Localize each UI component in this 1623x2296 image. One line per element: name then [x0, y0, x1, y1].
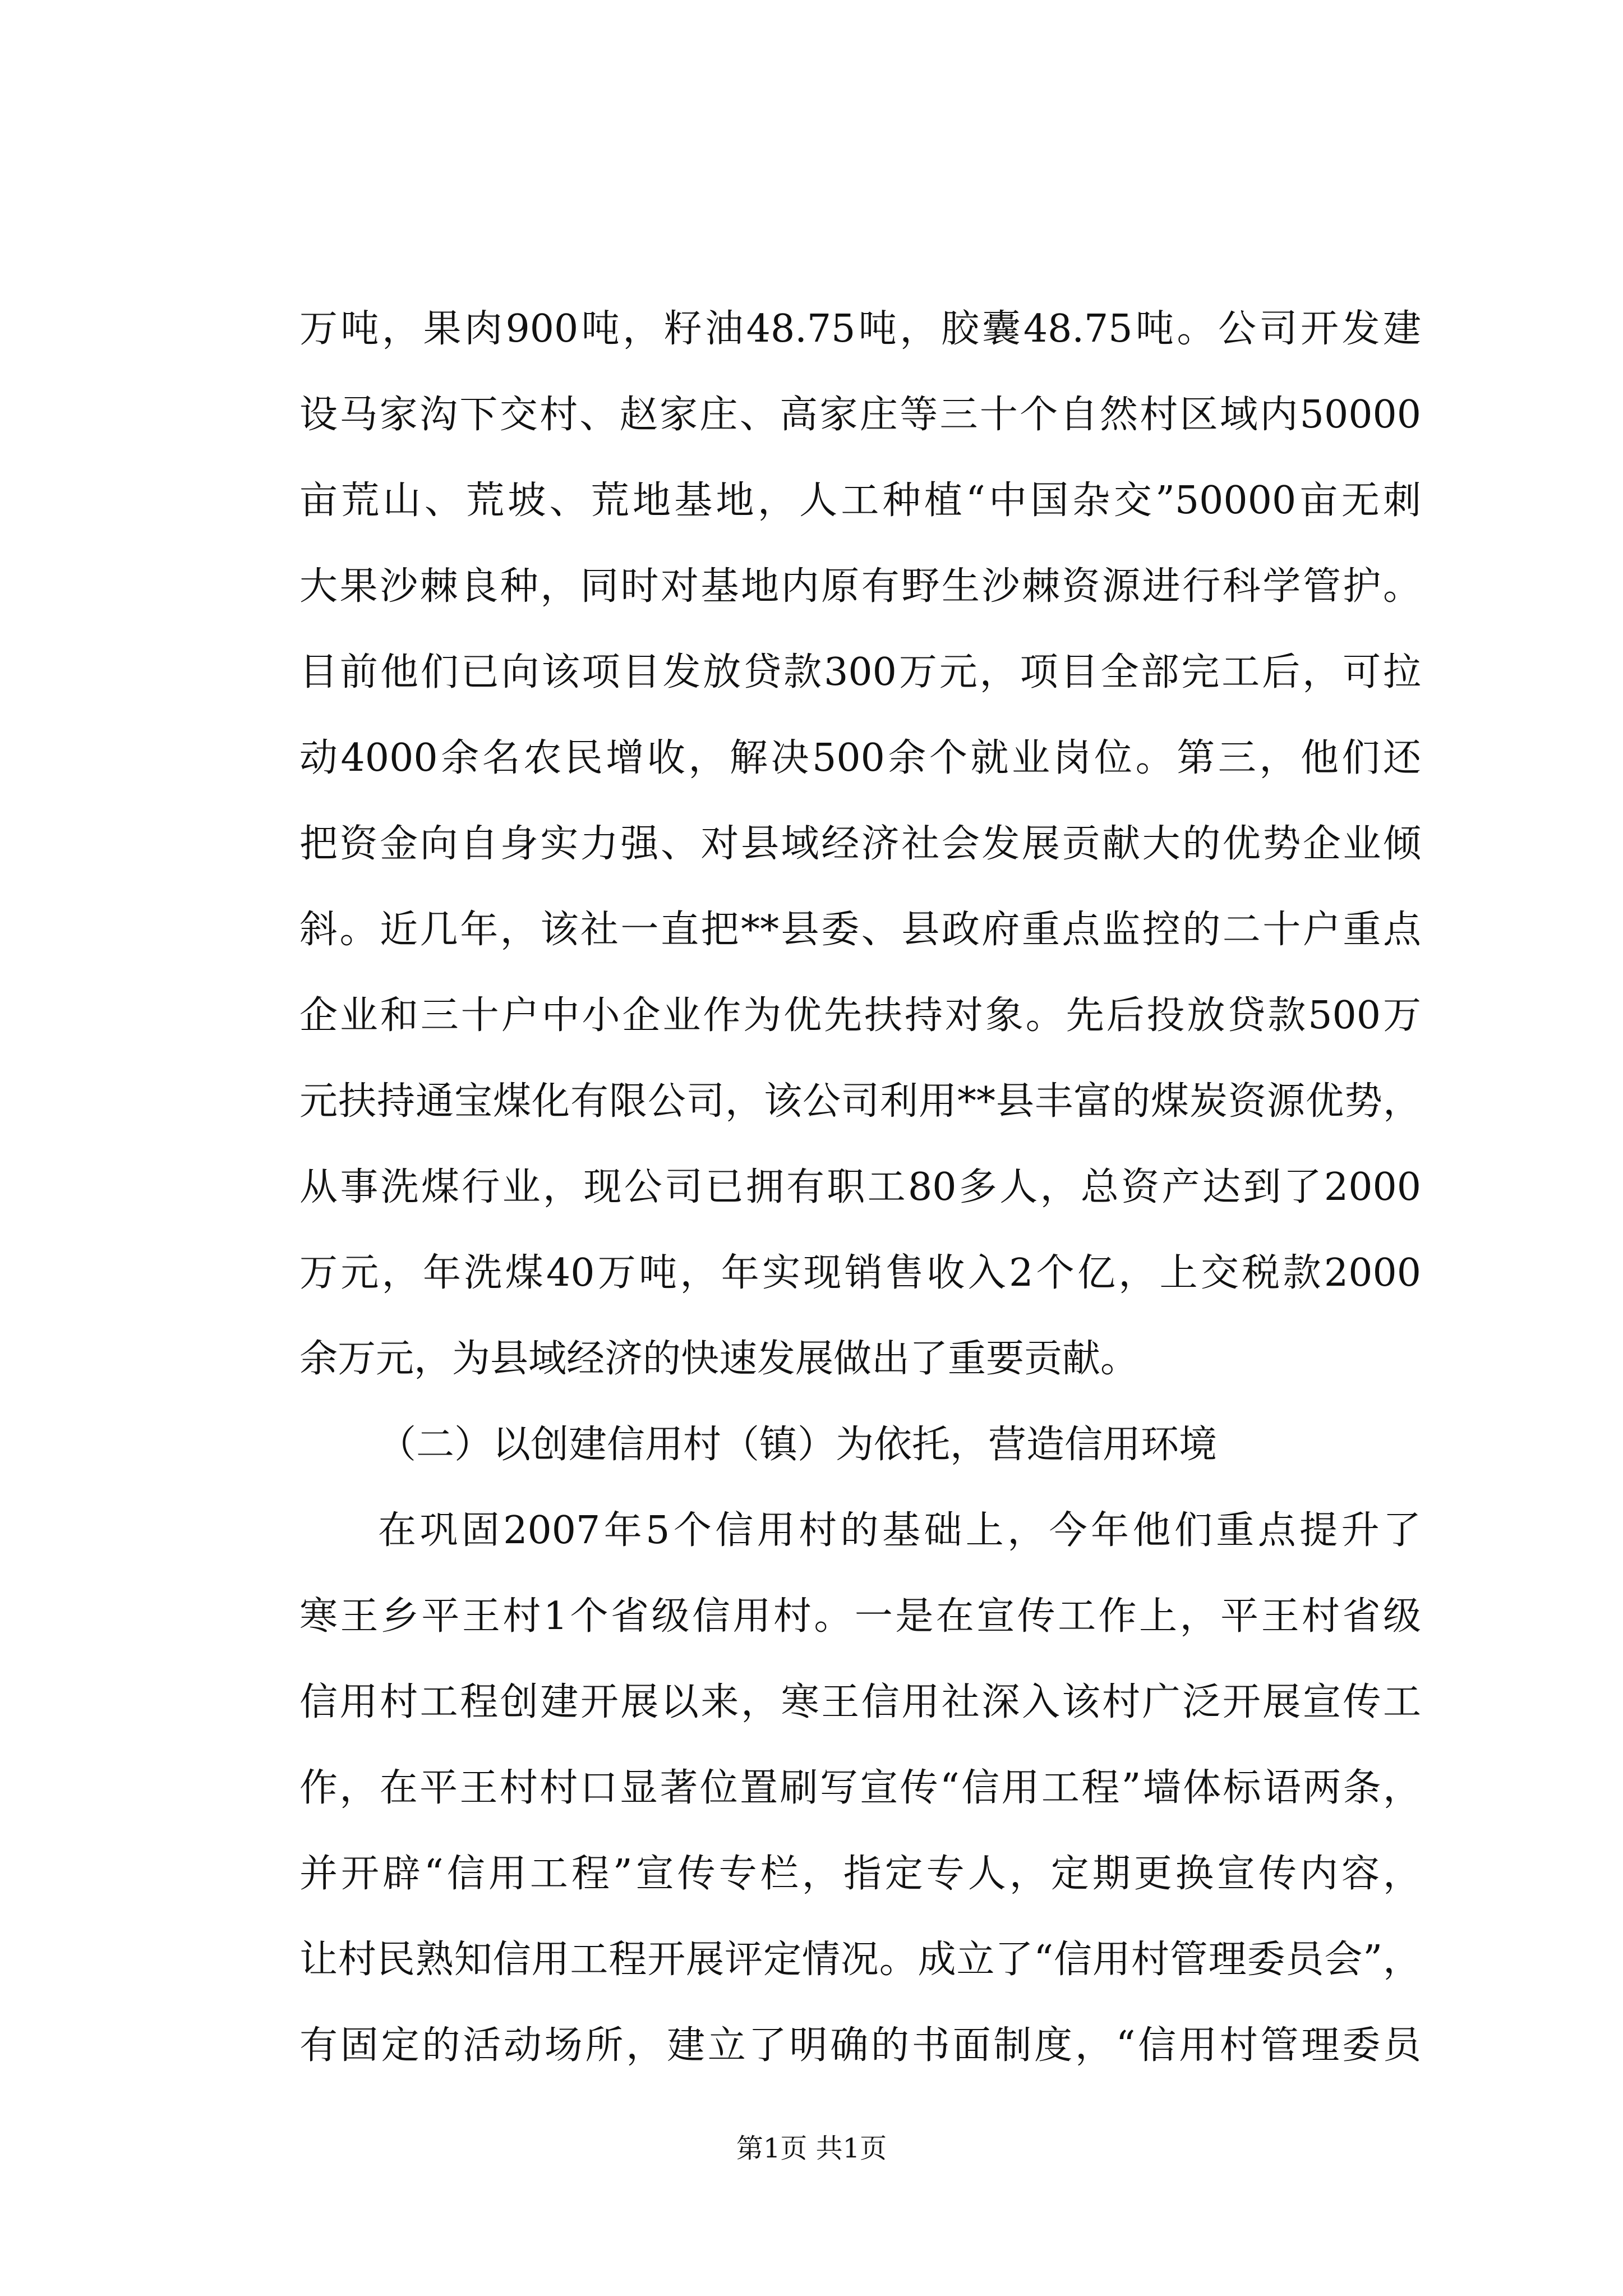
text-line-2: 设马家沟下交村、赵家庄、高家庄等三十个自然村区域内50000: [299, 393, 1421, 437]
text-line-20: 让村民熟知信用工程开展评定情况。成立了“信用村管理委员会”，: [299, 1938, 1421, 1982]
text-line-18: 作，在平王村村口显著位置刷写宣传“信用工程”墙体标语两条，: [299, 1766, 1421, 1810]
text-line-17: 信用村工程创建开展以来，寒王信用社深入该村广泛开展宣传工: [299, 1680, 1421, 1724]
text-line-21: 有固定的活动场所，建立了明确的书面制度，“信用村管理委员: [299, 2023, 1422, 2068]
text-line-19: 并开辟“信用工程”宣传专栏，指定专人，定期更换宣传内容，: [299, 1852, 1421, 1896]
text-line-13: 余万元，为县域经济的快速发展做出了重要贡献。: [299, 1337, 1139, 1381]
text-line-10: 元扶持通宝煤化有限公司，该公司利用**县丰富的煤炭资源优势，: [299, 1079, 1421, 1124]
text-line-16: 寒王乡平王村1个省级信用村。一是在宣传工作上，平王村省级: [299, 1594, 1421, 1639]
text-line-6: 动4000余名农民增收，解决500余个就业岗位。第三，他们还: [299, 736, 1421, 780]
text-line-7: 把资金向自身实力强、对县域经济社会发展贡献大的优势企业倾: [299, 822, 1421, 866]
text-line-1: 万吨，果肉900吨，籽油48.75吨，胶囊48.75吨。公司开发建: [299, 307, 1421, 351]
text-line-5: 目前他们已向该项目发放贷款300万元，项目全部完工后，可拉: [299, 650, 1421, 694]
text-line-12: 万元，年洗煤40万吨，年实现销售收入2个亿，上交税款2000: [299, 1251, 1421, 1295]
text-line-8: 斜。近几年，该社一直把**县委、县政府重点监控的二十户重点: [299, 908, 1421, 952]
document-body: [299, 286, 1421, 2088]
text-line-15: 在巩固2007年5个信用村的基础上，今年他们重点提升了: [378, 1508, 1421, 1553]
text-line-9: 企业和三十户中小企业作为优先扶持对象。先后投放贷款500万: [299, 993, 1421, 1038]
section-heading: （二）以创建信用村（镇）为依托，营造信用环境: [378, 1423, 1218, 1467]
text-line-4: 大果沙棘良种，同时对基地内原有野生沙棘资源进行科学管护。: [299, 564, 1421, 609]
text-line-11: 从事洗煤行业，现公司已拥有职工80多人，总资产达到了2000: [299, 1165, 1421, 1209]
text-line-3: 亩荒山、荒坡、荒地基地，人工种植“中国杂交”50000亩无刺: [299, 478, 1421, 523]
page-number-footer: 第1页 共1页: [736, 2133, 887, 2164]
